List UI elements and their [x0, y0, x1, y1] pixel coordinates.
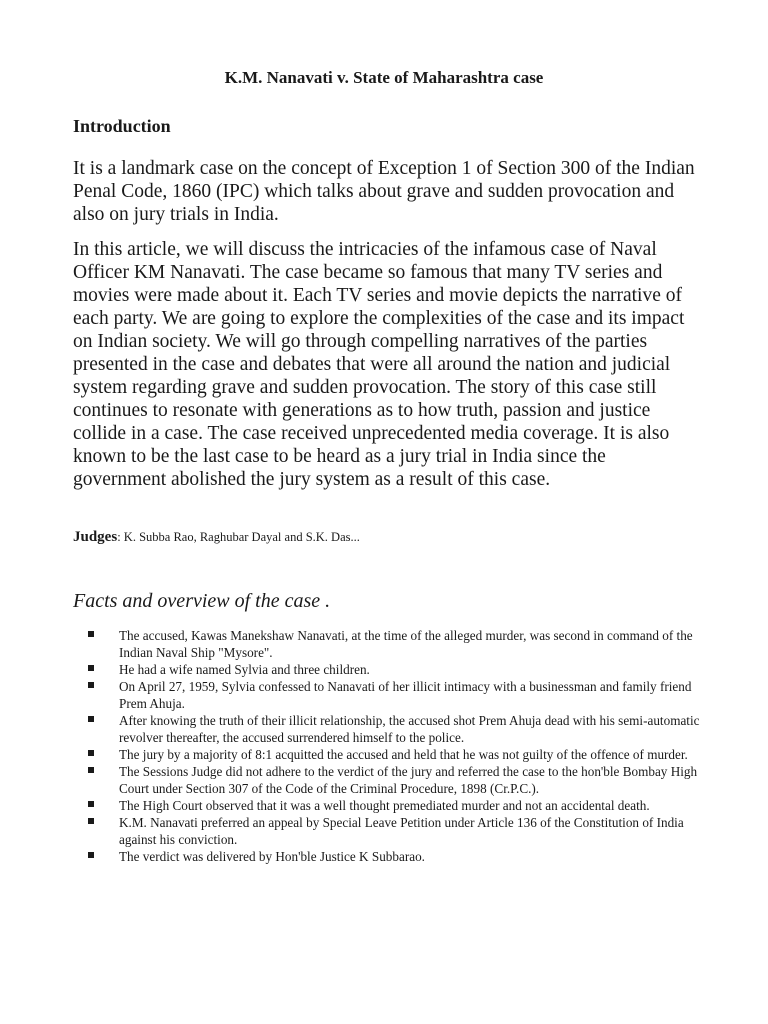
intro-paragraph-1: It is a landmark case on the concept of Exception 1 of Section 300 of the Indian Penal Code, 1860 (IPC) which talks about grave and sudden provocation and also on jury trials in India. — [73, 158, 695, 225]
square-bullet-icon — [88, 682, 94, 688]
list-item — [88, 627, 708, 661]
list-item — [88, 848, 708, 865]
judges-label: Judges — [73, 529, 118, 545]
square-bullet-icon — [88, 801, 94, 807]
square-bullet-icon — [88, 716, 94, 722]
fact-text: The Sessions Judge did not adhere to the verdict of the jury and referred the case to the hon'ble Bombay High Court under Section 307 of the Code of the Criminal Procedure, 1898 (Cr.P.C.). — [119, 764, 698, 796]
list-item — [88, 712, 708, 746]
square-bullet-icon — [88, 852, 94, 858]
intro-paragraph-2: In this article, we will discuss the intricacies of the infamous case of Naval Officer KM Nanavati. The case became so famous that many TV series and movies were made about it. Each TV series and movie depicts the narrative of each party. We are going to explore the complexities of the case and its impact on Indian society. We will go through compelling narratives of the parties presented in the case and debates that were all around the nation and judicial system regarding grave and sudden provocation. The story of this case still continues to resonate with generations as to how truth, passion and justice collide in a case. The case received unprecedented media coverage. It is also known to be the last case to be heard as a jury trial in India since the government abolished the jury system as a result of this case. — [73, 239, 685, 490]
list-item — [88, 746, 708, 763]
fact-text: On April 27, 1959, Sylvia confessed to Nanavati of her illicit intimacy with a businessman and family friend Prem Ahuja. — [119, 679, 692, 711]
list-item — [88, 678, 708, 712]
document-title: K.M. Nanavati v. State of Maharashtra case — [224, 68, 544, 87]
fact-text: The verdict was delivered by Hon'ble Justice K Subbarao. — [119, 849, 425, 864]
square-bullet-icon — [88, 631, 94, 637]
facts-list — [88, 627, 708, 865]
list-item — [88, 661, 708, 678]
fact-text: After knowing the truth of their illicit relationship, the accused shot Prem Ahuja dead with his semi-automatic revolver thereafter, the accused surrendered himself to the police. — [119, 713, 700, 745]
fact-text: The High Court observed that it was a well thought premediated murder and not an accidental death. — [119, 798, 650, 813]
fact-text: The accused, Kawas Manekshaw Nanavati, at the time of the alleged murder, was second in command of the Indian Naval Ship "Mysore". — [119, 628, 693, 660]
facts-heading: Facts and overview of the case . — [73, 590, 331, 612]
list-item — [88, 763, 708, 797]
list-item — [88, 814, 708, 848]
fact-text: He had a wife named Sylvia and three children. — [119, 662, 370, 677]
fact-text: K.M. Nanavati preferred an appeal by Special Leave Petition under Article 136 of the Constitution of India against his conviction. — [119, 815, 684, 847]
square-bullet-icon — [88, 665, 94, 671]
fact-text: The jury by a majority of 8:1 acquitted the accused and held that he was not guilty of the offence of murder. — [119, 747, 688, 762]
square-bullet-icon — [88, 750, 94, 756]
list-item — [88, 797, 708, 814]
judges-names: : K. Subba Rao, Raghubar Dayal and S.K. Das... — [117, 530, 360, 544]
introduction-heading: Introduction — [73, 116, 171, 136]
square-bullet-icon — [88, 818, 94, 824]
square-bullet-icon — [88, 767, 94, 773]
judges-line — [73, 529, 713, 546]
